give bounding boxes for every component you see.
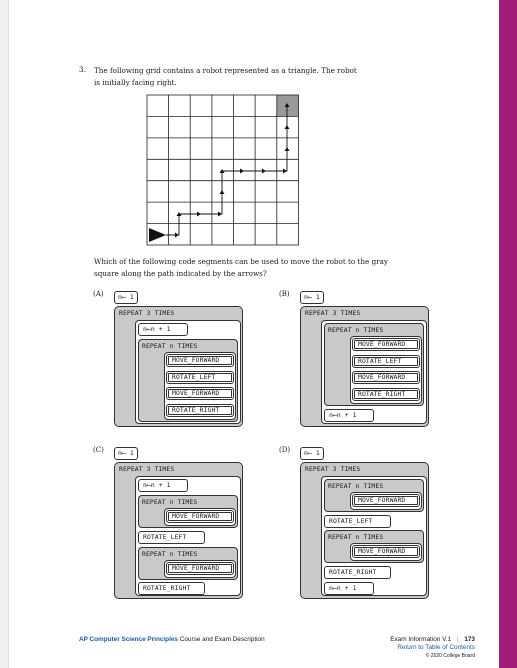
robot-triangle-icon xyxy=(149,228,166,242)
option-d-inner-header-1: REPEAT n TIMES xyxy=(328,482,384,490)
option-a-init: n⟵ 1 xyxy=(114,291,138,304)
option-c-inner-repeat-2 xyxy=(138,547,238,580)
accent-side-bar xyxy=(499,0,517,668)
option-c-cmd-2: MOVE_FORWARD xyxy=(166,562,234,575)
option-c-outer-repeat xyxy=(114,462,243,599)
option-b-cmd-1: MOVE_FORWARD xyxy=(352,338,420,351)
return-to-toc-link[interactable]: Return to Table of Contents xyxy=(397,644,475,651)
arrow-up-icon xyxy=(220,190,225,194)
option-b-cmd-4: ROTATE_RIGHT xyxy=(352,388,420,401)
option-d-inner-repeat-1 xyxy=(324,479,424,512)
option-c-rotate-2: ROTATE_RIGHT xyxy=(138,582,205,595)
option-c-outer-header: REPEAT 3 TIMES xyxy=(119,465,175,473)
question-number: 3. xyxy=(79,65,86,74)
footer-separator: | xyxy=(456,636,459,643)
option-c-cmd-1: MOVE_FORWARD xyxy=(166,510,234,523)
option-b-increment: n⟵n + 1 xyxy=(324,409,374,422)
footer-subtitle: Course and Exam Description xyxy=(177,636,265,643)
option-a-cmd-4: ROTATE_RIGHT xyxy=(166,404,234,417)
option-d-outer-repeat xyxy=(300,462,429,599)
footer-info xyxy=(390,636,475,660)
option-b-outer-header: REPEAT 3 TIMES xyxy=(305,309,361,317)
option-b-cmd-3: MOVE_FORWARD xyxy=(352,371,420,384)
option-a-inner-repeat xyxy=(138,339,238,422)
page-edge xyxy=(0,0,9,668)
option-a-outer-repeat xyxy=(114,306,243,427)
option-b-inner-body xyxy=(350,336,422,404)
option-b-inner-repeat xyxy=(324,323,424,406)
footer-section: Exam Information V.1 xyxy=(390,636,452,643)
option-d-label: (D) xyxy=(279,446,291,454)
option-b-init: n⟵ 1 xyxy=(300,291,324,304)
option-c-inner-body-1 xyxy=(164,508,236,526)
option-a-inner-header: REPEAT n TIMES xyxy=(142,342,198,350)
option-d-inner-body-1 xyxy=(350,492,422,510)
option-c-inner-header-2: REPEAT n TIMES xyxy=(142,550,198,558)
question-prompt: Which of the following code segments can be used to move the robot to the gray square along the path indicated by the arrows? xyxy=(94,257,388,278)
option-b-body xyxy=(321,320,427,424)
option-d-outer-header: REPEAT 3 TIMES xyxy=(305,465,361,473)
option-b-label: (B) xyxy=(279,290,290,298)
option-d-cmd-1: MOVE_FORWARD xyxy=(352,494,420,507)
option-c-rotate-1: ROTATE_LEFT xyxy=(138,531,205,544)
option-c-body xyxy=(135,476,241,596)
arrow-right-icon xyxy=(218,212,222,217)
option-a-cmd-2: ROTATE_LEFT xyxy=(166,371,234,384)
option-c-init: n⟵ 1 xyxy=(114,447,138,460)
option-a-outer-header: REPEAT 3 TIMES xyxy=(119,309,175,317)
path-arrows xyxy=(166,105,287,235)
option-a-cmd-1: MOVE_FORWARD xyxy=(166,354,234,367)
option-d-rotate-1: ROTATE_LEFT xyxy=(324,515,391,528)
option-d-cmd-2: MOVE_FORWARD xyxy=(352,545,420,558)
copyright: © 2020 College Board xyxy=(425,653,475,659)
option-c-inner-header-1: REPEAT n TIMES xyxy=(142,498,198,506)
option-a-label: (A) xyxy=(93,290,104,298)
arrow-right-icon xyxy=(240,169,244,174)
arrow-up-icon xyxy=(285,147,290,151)
option-c-increment: n⟵n + 1 xyxy=(138,479,188,492)
option-b-cmd-2: ROTATE_LEFT xyxy=(352,355,420,368)
option-c-label: (C) xyxy=(93,446,104,454)
option-b-outer-repeat xyxy=(300,306,429,427)
option-d-increment: n⟵n + 1 xyxy=(324,582,374,595)
option-d-inner-header-2: REPEAT n TIMES xyxy=(328,533,384,541)
option-d-init: n⟵ 1 xyxy=(300,447,324,460)
arrow-right-icon xyxy=(262,169,266,174)
footer-course-title xyxy=(79,636,265,643)
robot-grid xyxy=(146,94,300,246)
option-a-body xyxy=(135,320,241,424)
option-a-cmd-3: MOVE_FORWARD xyxy=(166,387,234,400)
option-a-inner-body xyxy=(164,352,236,420)
arrow-right-icon xyxy=(197,212,201,217)
grid-lines xyxy=(147,95,299,245)
arrow-right-icon xyxy=(175,233,179,238)
question-text: The following grid contains a robot represented as a triangle. The robot is initially facing right. xyxy=(94,66,357,87)
footer-section-line xyxy=(390,636,475,644)
arrow-up-icon xyxy=(285,125,290,129)
option-d-inner-repeat-2 xyxy=(324,530,424,563)
option-d-inner-body-2 xyxy=(350,543,422,561)
option-c-inner-body-2 xyxy=(164,560,236,578)
page-number: 173 xyxy=(464,636,475,643)
option-d-body xyxy=(321,476,427,596)
option-d-rotate-2: ROTATE_RIGHT xyxy=(324,566,391,579)
option-b-inner-header: REPEAT n TIMES xyxy=(328,326,384,334)
arrow-right-icon xyxy=(283,169,287,174)
option-c-inner-repeat-1 xyxy=(138,495,238,528)
option-a-increment: n⟵n + 1 xyxy=(138,323,188,336)
arrow-heads xyxy=(175,103,290,238)
footer-brand: AP Computer Science Principles xyxy=(79,636,178,643)
